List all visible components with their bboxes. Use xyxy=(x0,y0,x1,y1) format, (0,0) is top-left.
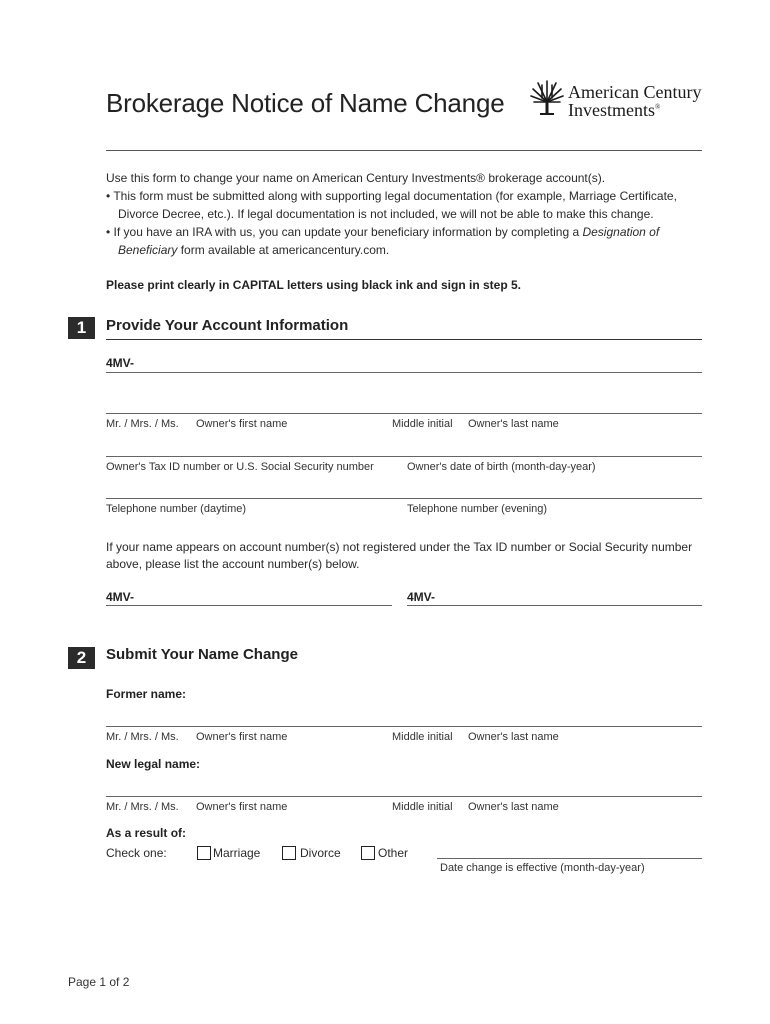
logo-line2: Investments® xyxy=(568,100,661,120)
other-account-2-field[interactable] xyxy=(407,605,702,606)
new-name-label: New legal name: xyxy=(106,757,201,771)
tax-id-dob-field[interactable] xyxy=(106,456,702,457)
result-label: As a result of: xyxy=(106,826,187,840)
other-label: Other xyxy=(378,846,409,860)
header-rule xyxy=(106,150,702,151)
date-effective-label: Date change is effective (month-day-year) xyxy=(440,862,645,874)
intro-line: Use this form to change your name on American Century Investments® brokerage account(s). xyxy=(106,171,606,185)
company-logo xyxy=(530,78,705,122)
new-name-field[interactable] xyxy=(106,796,702,797)
tax-id-label: Owner's Tax ID number or U.S. Social Security number xyxy=(106,461,374,473)
former-middle-initial-label: Middle initial xyxy=(392,731,453,743)
page-number: Page 1 of 2 xyxy=(68,975,130,989)
divorce-label: Divorce xyxy=(300,846,341,860)
account-number-field[interactable] xyxy=(106,372,702,373)
intro-bullet-2: • If you have an IRA with us, you can update your beneficiary information by completing a Designation of Beneficiary form available at americancentury.com. xyxy=(106,225,660,257)
step-1-title: Provide Your Account Information xyxy=(106,317,349,334)
intro-bullet-1: • This form must be submitted along with supporting legal documentation (for example, Marriage Certificate, Divorce Decree, etc.). If legal documentation is not included, we will not be able to make this change. xyxy=(106,189,677,221)
logo-line1: American Century xyxy=(568,82,702,102)
tree-logo-icon xyxy=(530,78,564,118)
other-accounts-text: If your name appears on account number(s) not registered under the Tax ID number or Social Security number above, please list the account number(s) below. xyxy=(106,540,693,571)
former-first-name-label: Owner's first name xyxy=(196,731,288,743)
middle-initial-label: Middle initial xyxy=(392,418,453,430)
former-prefix-label: Mr. / Mrs. / Ms. xyxy=(106,731,179,743)
date-effective-field[interactable] xyxy=(437,858,702,859)
account-number-prefix: 4MV- xyxy=(106,356,135,370)
new-prefix-label: Mr. / Mrs. / Ms. xyxy=(106,801,179,813)
other-checkbox[interactable] xyxy=(361,846,375,860)
divorce-checkbox[interactable] xyxy=(282,846,296,860)
print-notice: Please print clearly in CAPITAL letters using black ink and sign in step 5. xyxy=(106,278,522,292)
new-first-name-label: Owner's first name xyxy=(196,801,288,813)
first-name-label: Owner's first name xyxy=(196,418,288,430)
other-account-1-prefix: 4MV- xyxy=(106,590,135,604)
new-last-name-label: Owner's last name xyxy=(468,801,559,813)
page-title: Brokerage Notice of Name Change xyxy=(106,88,505,118)
new-middle-initial-label: Middle initial xyxy=(392,801,453,813)
dob-label: Owner's date of birth (month-day-year) xyxy=(407,461,596,473)
last-name-label: Owner's last name xyxy=(468,418,559,430)
phone-day-label: Telephone number (daytime) xyxy=(106,503,247,515)
former-name-label: Former name: xyxy=(106,687,187,701)
step-2-title: Submit Your Name Change xyxy=(106,646,298,663)
intro-text xyxy=(106,169,706,259)
step-2-number: 2 xyxy=(68,647,95,669)
step-1-number: 1 xyxy=(68,317,95,339)
other-account-1-field[interactable] xyxy=(106,605,392,606)
phone-evening-label: Telephone number (evening) xyxy=(407,503,548,515)
former-last-name-label: Owner's last name xyxy=(468,731,559,743)
step-1-rule xyxy=(106,339,702,340)
marriage-label: Marriage xyxy=(213,846,261,860)
check-one-label: Check one: xyxy=(106,846,167,860)
other-account-2-prefix: 4MV- xyxy=(407,590,436,604)
owner-name-field[interactable] xyxy=(106,413,702,414)
prefix-label: Mr. / Mrs. / Ms. xyxy=(106,418,179,430)
marriage-checkbox[interactable] xyxy=(197,846,211,860)
telephone-field[interactable] xyxy=(106,498,702,499)
former-name-field[interactable] xyxy=(106,726,702,727)
